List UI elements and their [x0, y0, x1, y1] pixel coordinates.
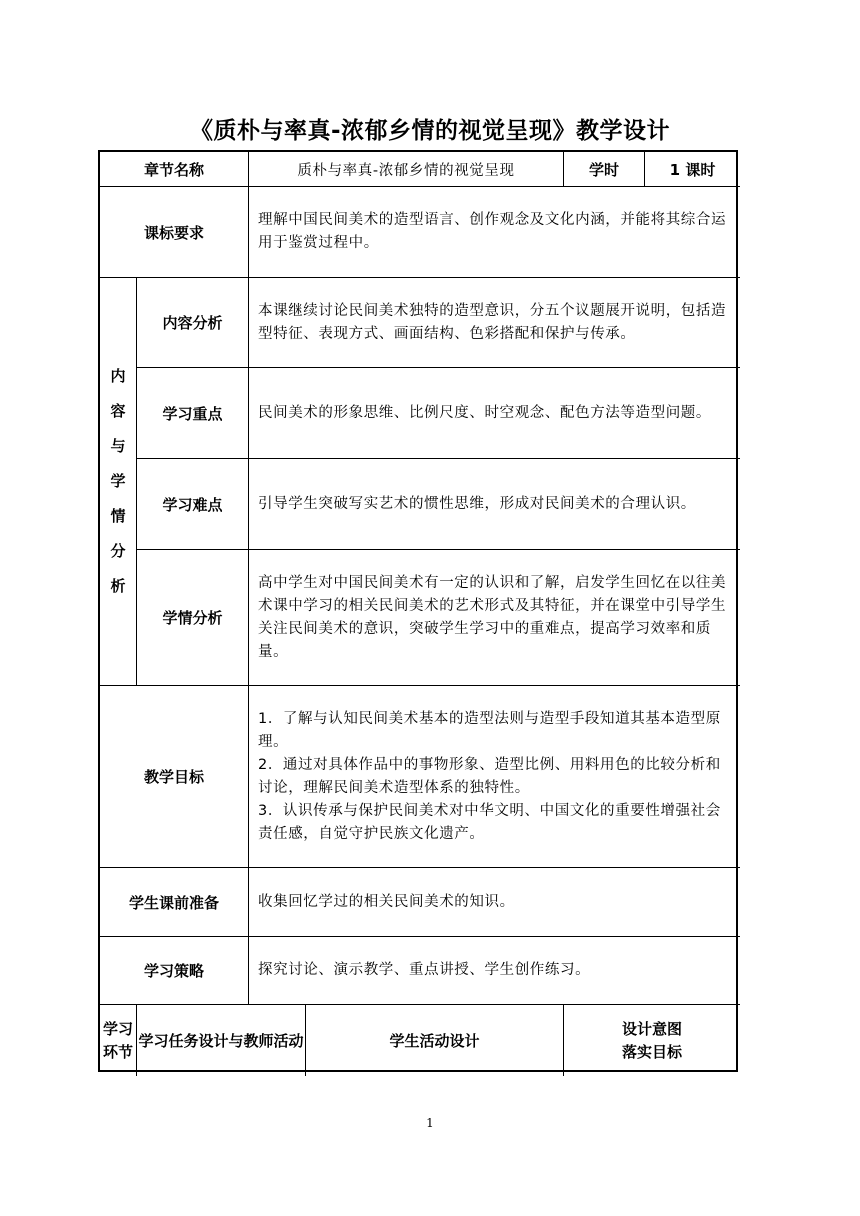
stage-header-line1: 学习: [102, 1019, 133, 1038]
teacher-activity-header: 学习任务设计与教师活动: [137, 1005, 306, 1076]
goals-list: [249, 686, 740, 868]
difficulty-label: 学习难点: [137, 459, 249, 550]
learner-analysis-text: 高中学生对中国民间美术有一定的认识和了解，启发学生回忆在以往美术课中学习的相关民间美术的艺术形式及其特征，并在课堂中引导学生关注民间美术的意识，突破学生学习中的重难点，提高学习效率和质量。: [249, 550, 740, 686]
analysis-group-char: 分: [110, 542, 126, 560]
design-intent-header: [564, 1005, 740, 1076]
key-points-text: 民间美术的形象思维、比例尺度、时空观念、配色方法等造型问题。: [249, 368, 740, 459]
content-analysis-text: 本课继续讨论民间美术独特的造型意识，分五个议题展开说明，包括造型特征、表现方式、画面结构、色彩搭配和保护与传承。: [249, 278, 740, 368]
difficulty-text: 引导学生突破写实艺术的惯性思维，形成对民间美术的合理认识。: [249, 459, 740, 550]
intent-header-line1: 设计意图: [621, 1019, 682, 1038]
goals-label: 教学目标: [100, 686, 249, 868]
stage-header-line2: 环节: [102, 1042, 133, 1061]
page-number: 1: [426, 1116, 434, 1130]
strategy-label: 学习策略: [100, 937, 249, 1005]
hours-value: 1 课时: [645, 152, 740, 187]
analysis-group-char: 学: [110, 472, 126, 490]
analysis-group-char: 内: [110, 367, 126, 385]
analysis-group-char: 情: [110, 507, 126, 525]
goal-item: 1．了解与认知民间美术基本的造型法则与造型手段知道其基本造型原理。: [258, 710, 721, 750]
intent-header-line2: 落实目标: [621, 1042, 682, 1061]
analysis-group-char: 与: [110, 437, 126, 455]
standard-label: 课标要求: [100, 187, 249, 278]
prep-label: 学生课前准备: [100, 868, 249, 937]
student-activity-header: 学生活动设计: [306, 1005, 564, 1076]
key-points-label: 学习重点: [137, 368, 249, 459]
content-analysis-label: 内容分析: [137, 278, 249, 368]
analysis-group-char: 析: [110, 577, 126, 595]
lesson-plan-table: [98, 150, 738, 1072]
strategy-text: 探究讨论、演示教学、重点讲授、学生创作练习。: [249, 937, 740, 1005]
analysis-group-label: [100, 278, 137, 686]
prep-text: 收集回忆学过的相关民间美术的知识。: [249, 868, 740, 937]
analysis-group-char: 容: [110, 402, 126, 420]
document-title: 《质朴与率真-浓郁乡情的视觉呈现》教学设计: [189, 118, 671, 144]
stage-header: [100, 1005, 137, 1076]
goal-item: 2．通过对具体作品中的事物形象、造型比例、用料用色的比较分析和讨论，理解民间美术造型体系的独特性。: [258, 756, 721, 796]
learner-analysis-label: 学情分析: [137, 550, 249, 686]
goal-item: 3．认识传承与保护民间美术对中华文明、中国文化的重要性增强社会责任感，自觉守护民族文化遗产。: [258, 802, 721, 842]
chapter-value: 质朴与率真-浓郁乡情的视觉呈现: [249, 152, 564, 187]
standard-text: 理解中国民间美术的造型语言、创作观念及文化内涵，并能将其综合运用于鉴赏过程中。: [249, 187, 740, 278]
hours-label: 学时: [564, 152, 645, 187]
chapter-label: 章节名称: [100, 152, 249, 187]
